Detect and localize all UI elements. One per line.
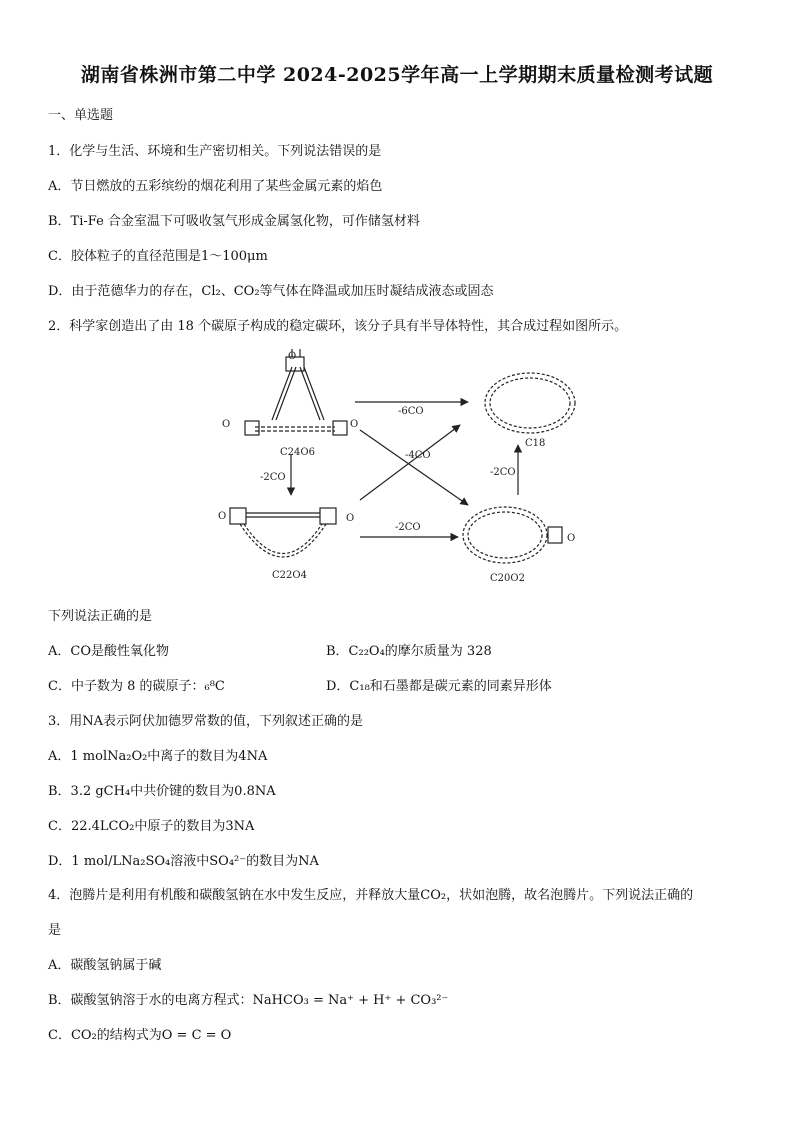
q2-prompt: 下列说法正确的是 xyxy=(48,609,153,624)
q2-option-a: A．CO是酸性氧化物 xyxy=(48,644,169,659)
q4-option-a: A．碳酸氢钠属于碱 xyxy=(48,958,162,973)
q4-stem-line2: 是 xyxy=(48,923,62,938)
q3-option-c: C．22.4LCO₂中原子的数目为3NA xyxy=(48,819,255,834)
page-title: 湖南省株洲市第二中学 2024-2025学年高一上学期期末质量检测考试题 xyxy=(80,64,714,86)
oxygen-label-5: O xyxy=(346,513,355,524)
q3-option-b: B．3.2 gCH₄中共价键的数目为0.8NA xyxy=(48,784,276,799)
q1-option-c: C．胶体粒子的直径范围是1～100μm xyxy=(48,249,268,264)
q3-stem: 3．用NA表示阿伏加德罗常数的值，下列叙述正确的是 xyxy=(48,714,364,729)
q2-option-c: C．中子数为 8 的碳原子：₆⁸C xyxy=(48,679,225,694)
q2-stem: 2．科学家创造出了由 18 个碳原子构成的稳定碳环，该分子具有半导体特性，其合成过程如图所示。 xyxy=(48,319,628,334)
section-heading: 一、单选题 xyxy=(48,108,114,123)
label-c22o4: C22O4 xyxy=(272,570,307,581)
q4-option-b: B．碳酸氢钠溶于水的电离方程式：NaHCO₃ = Na⁺ + H⁺ + CO₃²⁻ xyxy=(48,993,449,1008)
q1-option-d: D．由于范德华力的存在，Cl₂、CO₂等气体在降温或加压时凝结成液态或固态 xyxy=(48,284,494,299)
q3-option-a: A．1 molNa₂O₂中离子的数目为4NA xyxy=(48,749,268,764)
c22o4-molecule xyxy=(230,508,336,557)
q4-option-c: C．CO₂的结构式为O = C = O xyxy=(48,1028,232,1043)
oxygen-label-3: O xyxy=(350,419,359,430)
q4-stem-line1: 4．泡腾片是利用有机酸和碳酸氢钠在水中发生反应，并释放大量CO₂，状如泡腾，故名泡腾片。下列说法正确的 xyxy=(48,888,694,903)
label-arrow-4co: -4CO xyxy=(405,450,431,461)
label-arrow-6co: -6CO xyxy=(398,406,424,417)
arrow-cross xyxy=(360,430,468,505)
q3-option-d: D．1 mol/LNa₂SO₄溶液中SO₄²⁻的数目为NA xyxy=(48,854,319,869)
label-c20o2: C20O2 xyxy=(490,573,525,584)
oxygen-label-6: O xyxy=(567,533,576,544)
q1-option-b: B．Ti-Fe 合金室温下可吸收氢气形成金属氢化物，可作储氢材料 xyxy=(48,214,420,229)
oxygen-label-2: O xyxy=(222,419,231,430)
label-arrow-2co-a: -2CO xyxy=(260,472,286,483)
q1-stem: 1．化学与生活、环境和生产密切相关。下列说法错误的是 xyxy=(48,144,382,159)
synthesis-diagram xyxy=(200,345,600,590)
c20o2-molecule xyxy=(463,507,562,563)
q1-option-a: A．节日燃放的五彩缤纷的烟花利用了某些金属元素的焰色 xyxy=(48,179,383,194)
label-arrow-2co-b: -2CO xyxy=(395,522,421,533)
c18-molecule xyxy=(485,373,575,433)
q2-option-b: B．C₂₂O₄的摩尔质量为 328 xyxy=(326,644,492,659)
oxygen-label-4: O xyxy=(218,511,227,522)
oxygen-label-1: O xyxy=(288,351,297,362)
q2-option-d: D．C₁₈和石墨都是碳元素的同素异形体 xyxy=(326,679,552,694)
label-arrow-2co-c: -2CO xyxy=(490,467,516,478)
label-c24o6: C24O6 xyxy=(280,447,315,458)
label-c18: C18 xyxy=(525,438,546,449)
